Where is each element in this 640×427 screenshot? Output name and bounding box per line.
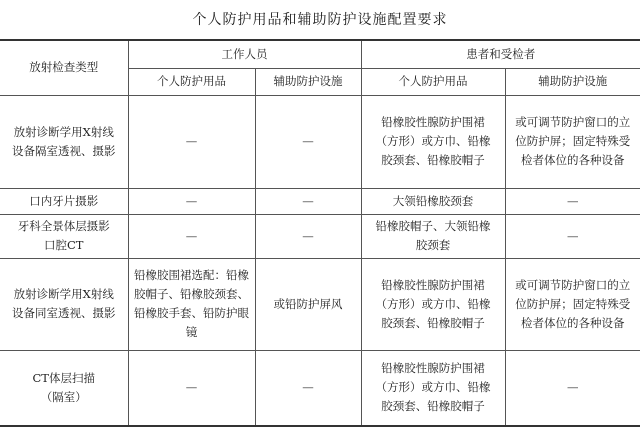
cell-patient-ppe: 大领铅橡胶颈套 [361,188,505,214]
header-staff: 工作人员 [128,40,361,68]
cell-patient-aux: — [505,350,640,426]
header-staff-ppe: 个人防护用品 [128,68,255,95]
table-title: 个人防护用品和辅助防护设施配置要求 [192,12,448,28]
cell-staff-aux: 或铅防护屏风 [255,258,361,350]
cell-patient-ppe: 铅橡胶性腺防护围裙（方形）或方巾、铅橡胶颈套、铅橡胶帽子 [361,350,505,426]
cell-staff-aux: — [255,95,361,188]
cell-exam-type: 口内牙片摄影 [0,188,128,214]
table-row [0,188,640,214]
header-patient-ppe: 个人防护用品 [361,68,505,95]
cell-exam-type: 放射诊断学用X射线设备同室透视、摄影 [0,258,128,350]
cell-patient-aux: 或可调节防护窗口的立位防护屏；固定特殊受检者体位的各种设备 [505,258,640,350]
header-exam-type: 放射检查类型 [0,40,128,95]
table-row [0,214,640,258]
table-row [0,258,640,350]
cell-staff-ppe: — [128,95,255,188]
cell-patient-ppe: 铅橡胶性腺防护围裙（方形）或方巾、铅橡胶颈套、铅橡胶帽子 [361,95,505,188]
table-row [0,95,640,188]
cell-patient-aux: — [505,214,640,258]
header-staff-aux: 辅助防护设施 [255,68,361,95]
cell-staff-aux: — [255,350,361,426]
cell-staff-ppe: 铅橡胶围裙选配：铅橡胶帽子、铅橡胶颈套、铅橡胶手套、铅防护眼镜 [128,258,255,350]
cell-patient-aux: — [505,188,640,214]
cell-exam-type: CT体层扫描（隔室） [0,350,128,426]
cell-staff-aux: — [255,214,361,258]
header-patient: 患者和受检者 [361,40,640,68]
protection-config-table [0,39,640,427]
cell-staff-ppe: — [128,214,255,258]
cell-staff-aux: — [255,188,361,214]
cell-staff-ppe: — [128,350,255,426]
table-row [0,350,640,426]
cell-exam-type: 放射诊断学用X射线设备隔室透视、摄影 [0,95,128,188]
cell-patient-ppe: 铅橡胶帽子、大领铅橡胶颈套 [361,214,505,258]
cell-staff-ppe: — [128,188,255,214]
header-patient-aux: 辅助防护设施 [505,68,640,95]
cell-patient-ppe: 铅橡胶性腺防护围裙（方形）或方巾、铅橡胶颈套、铅橡胶帽子 [361,258,505,350]
cell-patient-aux: 或可调节防护窗口的立位防护屏；固定特殊受检者体位的各种设备 [505,95,640,188]
cell-exam-type: 牙科全景体层摄影口腔CT [0,214,128,258]
